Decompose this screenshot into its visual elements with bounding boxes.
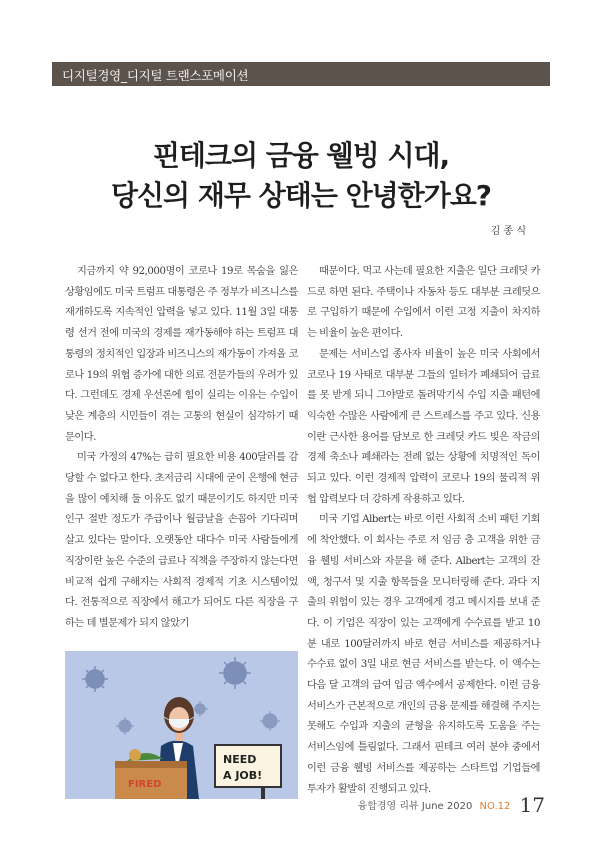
illustration-svg [65, 651, 298, 799]
paragraph: 미국 가정의 47%는 급히 필요한 비용 400달러를 감당할 수 없다고 한다. 초저금리 시대에 굳이 은행에 현금을 많이 예치해 둘 이유도 없기 때문이기도 하지만 미국 인구 절반 정도가 주급이나 월급날을 손꼽아 기다리며 살고 있다는 말이다. 오랫동안 대다수 미국 사람들에게 직장이란 높은 수준의 급료나 직책을 주장하지 않는다면 비교적 쉽게 구해지는 사회적 경제적 기초 시스템이었다. 전통적으로 직장에서 해고가 되어도 다른 직장을 구하는 데 별문제가 되지 않았기 [65, 452, 298, 629]
body-column-right [307, 262, 540, 800]
virus-icon [219, 657, 251, 689]
fired-worker-illustration [65, 651, 298, 799]
author-name: 김 종 식 [490, 226, 526, 237]
section-label: 디지털경영_디지털 트랜스포메이션 [62, 68, 249, 83]
box-label: FIRED [128, 779, 162, 790]
paragraph: 문제는 서비스업 종사자 비율이 높은 미국 사회에서 코로나 19 사태로 대부분 그들의 일터가 폐쇄되어 급료를 못 받게 되니 그야말로 돌려막기식 수입 지출 패턴에 익숙한 수많은 사람에게 큰 스트레스를 주고 있다. 신용이란 근사한 용어를 담보로 한 크레딧 카드 빚은 작금의 경제 축소나 폐쇄라는 전례 없는 상황에 치명적인 독이 되고 있다. 이런 경제적 압력이 코로나 19의 물리적 위협 압력보다 더 강하게 작용하고 있다. [307, 348, 540, 505]
paragraph: 지금까지 약 92,000명이 코로나 19로 목숨을 잃은 상황임에도 미국 트럼프 대통령은 주 정부가 비즈니스를 재개하도록 지속적인 압력을 넣고 있다. 11월 3일 대통령 선거 전에 미국의 경제를 재가동해야 하는 트럼프 대통령의 정치적인 입장과 비즈니스의 재가동이 가져올 코로나 19의 위협 증가에 대한 의료 전문가들의 우려가 있다. 그런데도 경제 우선론에 힘이 실리는 이유는 수입이 낮은 계층의 시민들이 겪는 고통의 현실이 심각하기 때문이다. [65, 266, 298, 443]
virus-icon [192, 701, 208, 717]
sign-line-1: NEED [223, 753, 257, 766]
magazine-name: 융합경영 리뷰 [357, 801, 419, 812]
page-footer [358, 793, 545, 817]
page-number: 17 [519, 793, 545, 817]
title-line-2: 당신의 재무 상태는 안녕한가요? [110, 179, 492, 212]
title-line-1: 핀테크의 금융 웰빙 시대, [152, 139, 450, 172]
need-a-job-sign [215, 745, 281, 799]
virus-icon [260, 711, 280, 731]
sign-line-2: A JOB! [223, 769, 263, 782]
virus-icon [116, 717, 134, 735]
section-bar [52, 62, 550, 86]
virus-icon [82, 666, 108, 692]
issue-number: NO.12 [479, 801, 511, 812]
article-title [52, 136, 550, 216]
issue-date: June 2020 [421, 801, 473, 812]
paragraph: 때문이다. 먹고 사는데 필요한 지출은 일단 크레딧 카드로 하면 된다. 주택이나 자동차 등도 대부분 크레딧으로 구입하기 때문에 수입에서 이런 고정 지출이 차지하는 비율이 높은 편이다. [307, 266, 540, 340]
body-column-left [65, 262, 298, 635]
paragraph: 미국 기업 Albert는 바로 이런 사회적 소비 패턴 기회에 착안했다. 이 회사는 주로 저 임금 층 고객을 위한 금융 웰빙 서비스와 자문을 해 준다. Albert는 고객의 잔액, 청구서 및 지출 항목들을 모니터링해 준다. 과다 지출의 위험이 있는 경우 고객에게 경고 메시지를 보내 준다. 이 기업은 직장이 있는 고객에게 수수료를 받고 10분 내로 100달러까지 바로 현금 서비스를 제공하거나 수수료 없이 3일 내로 현금 서비스를 받는다. 이 액수는 다음 달 고객의 급여 입금 액수에서 공제한다. 이런 금융 서비스가 근본적으로 개인의 금융 문제를 해결해 주지는 못해도 수입과 지출의 균형을 유지하도록 도움을 주는 서비스임에 틀림없다. 그래서 핀테크 여러 분야 중에서 이런 금융 웰빙 서비스를 제공하는 스타트업 기업들에 투자가 활발히 진행되고 있다. [307, 514, 540, 795]
